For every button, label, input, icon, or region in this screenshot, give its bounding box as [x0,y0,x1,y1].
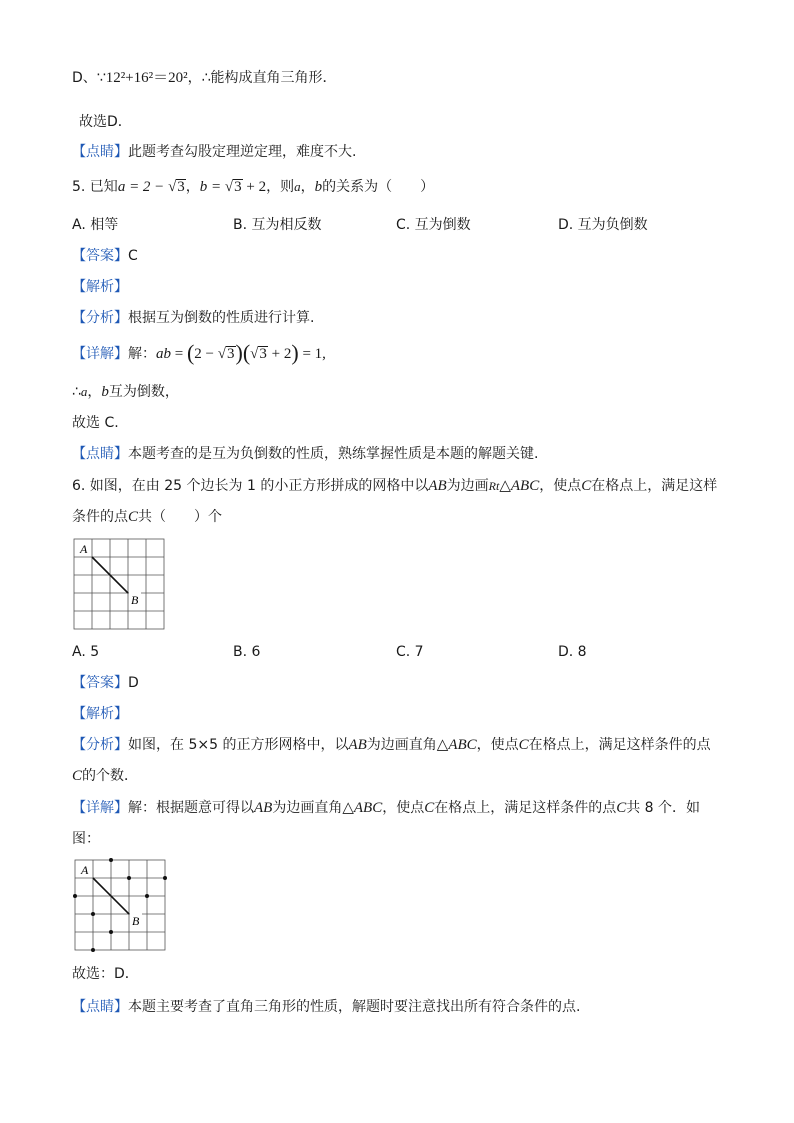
label-a: A [81,863,89,877]
line-d-prefix: D、∵ [72,70,106,86]
detail-tag: 【详解】 [72,346,128,362]
paren-open: ( [186,340,195,365]
q6-answer [72,674,139,692]
stem-c: C [581,478,592,494]
detail-suffix: 共 8 个．如 [626,800,701,816]
q5-sqrt3-b: 3 [234,179,242,195]
q6-solution-grid-figure [72,857,172,955]
q5-option-b[interactable]: B. 互为相反数 [233,217,322,233]
paren-close: ) [235,340,243,365]
stem-suffix: 在格点上，满足这样 [591,478,718,494]
q5-stem-mid: ，则 [266,179,295,195]
analysis-prefix: 如图，在 5×5 的正方形网格中，以 [128,737,349,753]
stem-ab: AB [428,478,447,494]
stem-rt: Rt [488,479,500,493]
comment-tag: 【点睛】 [72,999,128,1015]
therefore-symbol: ∴ [72,384,81,400]
therefore-rest: 互为倒数， [108,384,179,400]
q6-analysis-line1 [72,736,711,754]
detail-ab: AB [254,800,273,816]
q5-analysis-tag: 【解析】 [72,279,128,295]
detail-prefix: 解：根据题意可得以 [128,800,254,816]
q6-comment [72,998,580,1016]
answer-tag: 【答案】 [72,248,128,264]
analysis-sub-tag: 【分析】 [72,737,128,753]
q5-stem-prefix: 5. 已知 [72,179,118,195]
q5-stem-suffix: 的关系为（ ） [322,179,435,195]
comment-text: 本题考查的是互为负倒数的性质，熟练掌握性质是本题的解题关键. [128,446,539,462]
detail-mid: 为边画直角 [272,800,343,816]
analysis-tri: △ABC [436,737,477,753]
line-d-suffix: ，∴能构成直角三角形． [187,70,337,86]
q5-choose: 故选 C. [72,415,119,431]
comment-text: 此题考查勾股定理逆定理，难度不大. [128,144,357,160]
analysis-mid2: ，使点 [476,737,519,753]
therefore-a: a [80,384,88,399]
detail-eq: = [171,346,187,362]
point-c [127,876,131,880]
sep: ， [87,384,102,400]
detail-result: = 1, [298,346,326,362]
stem2-prefix: 条件的点 [72,509,128,525]
point-c [73,894,77,898]
detail-sqrt3-a: 3 [227,346,235,362]
analysis2-suffix: 的个数． [82,768,139,784]
point-c [91,948,95,952]
q5-comment [72,445,538,463]
q5-sep: ， [300,179,315,195]
stem2-c: C [128,509,139,525]
point-c [109,930,113,934]
q6-stem-line1 [72,477,717,495]
q6-option-c[interactable]: C. 7 [396,644,424,660]
q5-answer [72,247,138,265]
sqrt-sign: √ [250,346,259,362]
sqrt-sign: √ [217,346,226,362]
stem-mid2: ，使点 [539,478,582,494]
q6-stem-line2 [72,508,222,526]
detail-factor1: 2 − [194,346,218,362]
analysis2-c: C [72,768,83,784]
q5-option-c[interactable]: C. 互为倒数 [396,217,471,233]
analysis-text: 根据互为倒数的性质进行计算. [128,310,315,326]
q6-option-b[interactable]: B. 6 [233,644,261,660]
sqrt-sign: √ [224,179,234,195]
q6-detail-line2: 图： [72,831,100,847]
paren-close: ) [291,340,299,365]
analysis-mid: 为边画直角 [366,737,437,753]
comment-tag: 【点睛】 [72,446,128,462]
q5-therefore [72,383,179,401]
detail-prefix: 解： [128,346,156,362]
therefore-b: b [101,384,109,400]
detail-factor2: + 2 [267,346,292,362]
q5-var-a: a [294,179,301,194]
stem-prefix: 6. 如图，在由 25 个边长为 1 的小正方形拼成的网格中以 [72,478,429,494]
detail-tag: 【详解】 [72,800,128,816]
detail-c2: C [616,800,627,816]
analysis-ab: AB [348,737,367,753]
analysis-sub-tag: 【分析】 [72,310,128,326]
q5-var-b: b [314,179,323,195]
label-b: B [131,593,139,607]
q5-stem [72,178,434,196]
answer-value: D [128,675,139,691]
q6-option-d[interactable]: D. 8 [558,644,587,660]
q5-option-d[interactable]: D. 互为负倒数 [558,217,648,233]
detail-sqrt3-b: 3 [259,346,267,362]
comment-text: 本题主要考查了直角三角形的性质，解题时要注意找出所有符合条件的点. [128,999,581,1015]
label-a: A [80,542,88,556]
q4-choose: 故选D． [79,114,132,130]
answer-value: C [128,248,138,264]
q6-choose: 故选：D． [72,966,139,982]
answer-tag: 【答案】 [72,675,128,691]
point-c [109,858,113,862]
detail-mid3: 在格点上，满足这样条件的点 [434,800,617,816]
detail-tri: △ABC [342,800,383,816]
q6-option-a[interactable]: A. 5 [72,644,100,660]
q5-b-tail: + 2 [242,179,267,195]
q6-analysis-tag: 【解析】 [72,706,128,722]
line-d-equation: 12²+16²＝20² [105,70,188,86]
q6-analysis-line2 [72,767,138,785]
q5-option-a[interactable]: A. 相等 [72,217,119,233]
detail-mid2: ，使点 [382,800,425,816]
paren-open: ( [242,340,251,365]
q5-analysis [72,309,314,327]
detail-c: C [424,800,435,816]
q5-sqrt3-a: 3 [177,179,185,195]
q6-detail-line1 [72,799,700,817]
analysis-suffix: 在格点上，满足这样条件的点 [528,737,711,753]
stem-mid: 为边画 [446,478,489,494]
stem-tri: △ABC [499,478,540,494]
detail-ab: ab [156,346,171,362]
q5-detail [72,340,326,365]
point-c [91,912,95,916]
q5-sep: ， [185,179,200,195]
sqrt-sign: √ [168,179,177,195]
label-b: B [132,914,140,928]
stem2-suffix: 共（ ）个 [138,509,223,525]
point-c [145,894,149,898]
q5-a-eq: a = 2 − [117,179,169,195]
line-d [72,69,337,87]
q6-grid-figure [72,537,168,633]
analysis-c: C [518,737,529,753]
comment-tag: 【点睛】 [72,144,128,160]
q5-b-eq: b = [199,179,225,195]
point-c [163,876,167,880]
q4-comment [72,143,356,161]
